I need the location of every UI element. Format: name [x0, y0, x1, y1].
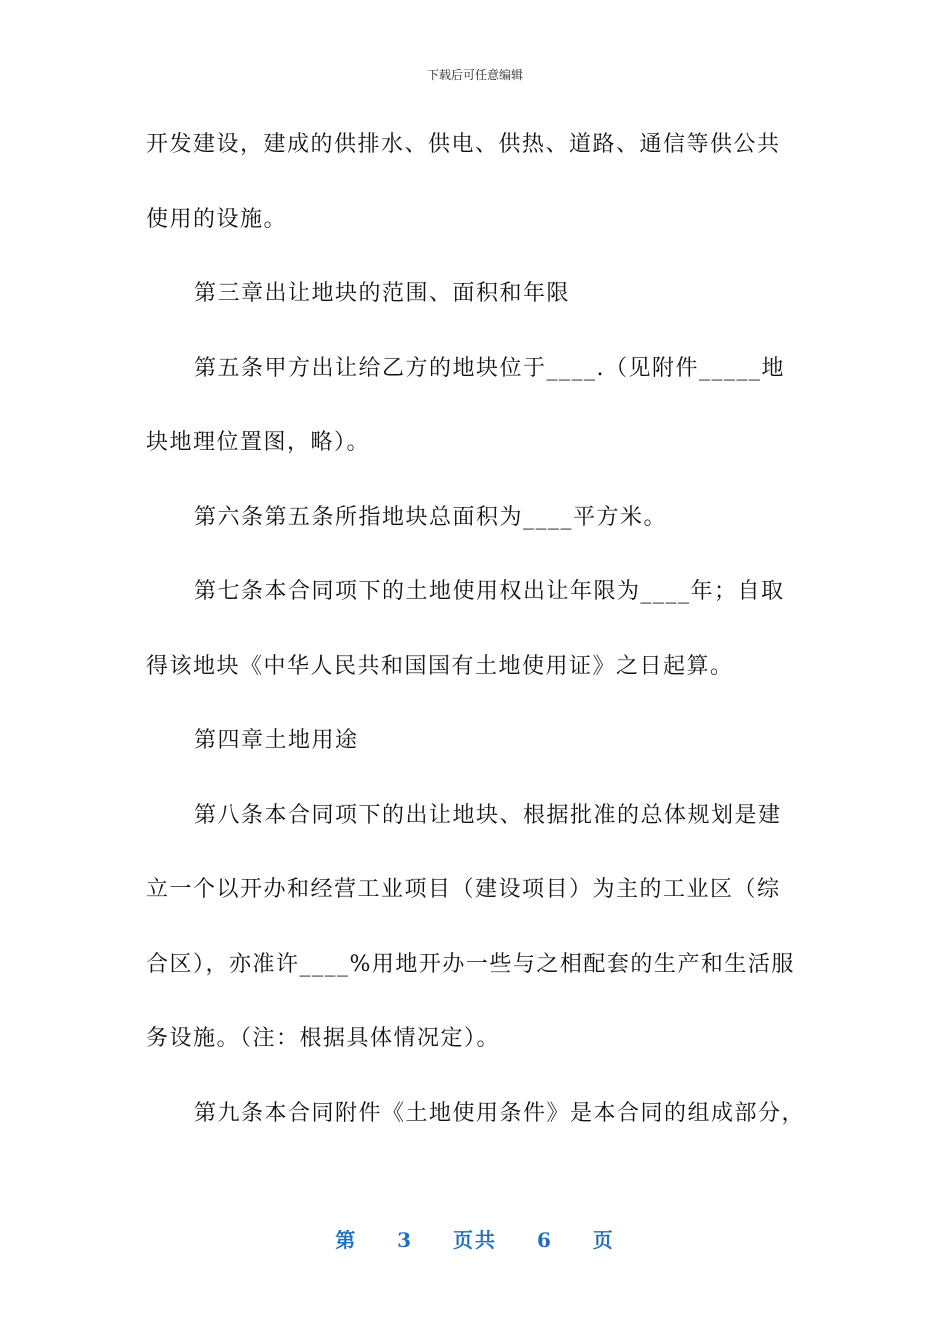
total-pages-number: 6	[536, 1228, 553, 1252]
article-5-line-2: 块地理位置图，略）。	[146, 430, 371, 455]
page-label-mid: 页共	[453, 1228, 497, 1252]
article-8-line-3: 合区），亦准许____%用地开办一些与之相配套的生产和生活服	[146, 951, 795, 977]
text-line-1: 开发建设，建成的供排水、供电、供热、道路、通信等供公共	[146, 132, 781, 157]
chapter-heading-4: 第四章土地用途	[194, 728, 359, 753]
article-8-line-1: 第八条本合同项下的出让地块、根据批准的总体规划是建	[194, 802, 782, 828]
header-note: 下载后可任意编辑	[426, 68, 523, 82]
article-6: 第六条第五条所指地块总面积为____平方米。	[194, 504, 668, 530]
chapter-heading-3: 第三章出让地块的范围、面积和年限	[194, 281, 571, 306]
text-line-2: 使用的设施。	[146, 206, 288, 232]
page-label-suffix: 页	[592, 1228, 615, 1252]
document-body	[146, 118, 806, 1161]
article-8-line-4: 务设施。（注：根据具体情况定）。	[146, 1026, 501, 1051]
article-7-line-1: 第七条本合同项下的土地使用权出让年限为____年；自取	[194, 579, 785, 604]
article-9-line-1: 第九条本合同附件《土地使用条件》是本合同的组成部分，	[194, 1100, 806, 1126]
page-footer	[0, 1224, 950, 1253]
article-7-line-2: 得该地块《中华人民共和国国有土地使用证》之日起算。	[146, 653, 734, 679]
article-8-line-2: 立一个以开办和经营工业项目（建设项目）为主的工业区（综	[146, 877, 781, 902]
current-page-number: 3	[397, 1228, 414, 1252]
article-5-line-1: 第五条甲方出让给乙方的地块位于____.（见附件_____地	[194, 355, 785, 381]
page-label-prefix: 第	[335, 1228, 358, 1252]
